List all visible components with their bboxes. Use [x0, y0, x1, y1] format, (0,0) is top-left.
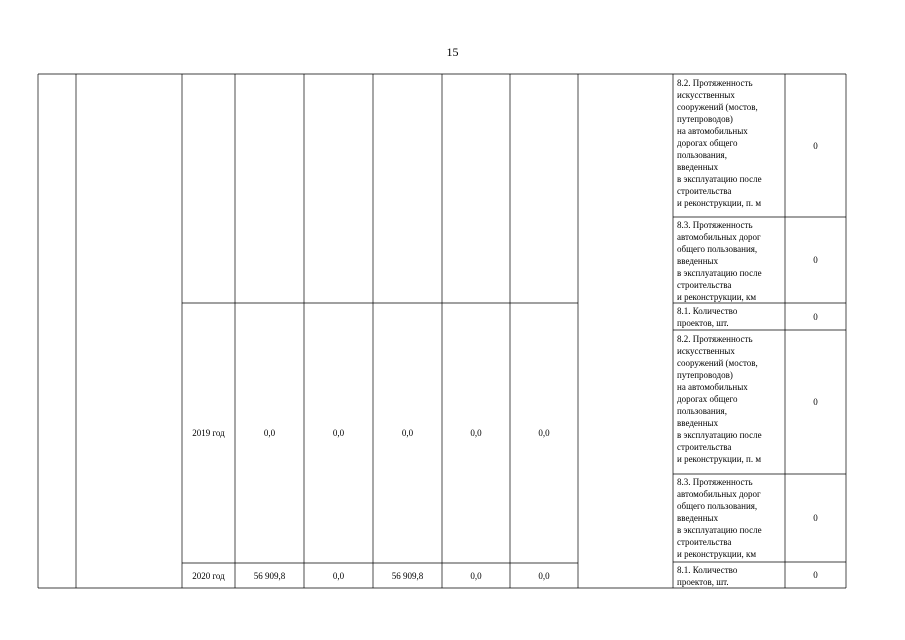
- year-2020-label: 2020 год: [192, 570, 225, 581]
- year-2020-value-5: 0,0: [538, 570, 550, 581]
- year-2019-value-5: 0,0: [538, 428, 550, 438]
- indicator-8-3-label: 8.3. Протяженность автомобильных дорог общего пользования, введенных в эксплуатацию после строительства и реконструкции, км: [677, 477, 762, 559]
- indicator-8-2-value: 0: [813, 397, 818, 407]
- page-number: 15: [446, 45, 459, 59]
- indicator-8-1-label: 8.1. Количество проектов, шт.: [677, 306, 738, 328]
- indicator-8-3-value: 0: [813, 513, 818, 523]
- year-2020-value-1: 56 909,8: [253, 570, 286, 581]
- year-2020-value-4: 0,0: [470, 570, 482, 581]
- year-2019-value-3: 0,0: [401, 428, 414, 438]
- year-2020-value-3: 56 909,8: [391, 570, 424, 581]
- indicator-8-2-label: 8.2. Протяженность искусственных сооружений (мостов, путепроводов) на автомобильных дорогах общего пользования, введенных в эксплуатацию после строительства и реконструкции, п. м: [677, 78, 762, 208]
- year-2019-value-1: 0,0: [263, 428, 276, 438]
- indicator-8-2-value: 0: [813, 140, 818, 151]
- indicator-8-1-label: 8.1. Количество проектов, шт.: [677, 565, 738, 587]
- indicator-8-2-label: 8.2. Протяженность искусственных сооружений (мостов, путепроводов) на автомобильных дорогах общего пользования, введенных в эксплуатацию после строительства и реконструкции, п. м: [677, 334, 762, 464]
- indicator-8-1-value: 0: [813, 311, 818, 322]
- year-2019-value-4: 0,0: [470, 428, 482, 438]
- year-2020-value-2: 0,0: [332, 570, 345, 581]
- indicator-8-1-value: 0: [813, 570, 818, 580]
- indicator-8-3-label: 8.3. Протяженность автомобильных дорог общего пользования, введенных в эксплуатацию после строительства и реконструкции, км: [677, 220, 762, 302]
- year-2019-value-2: 0,0: [332, 428, 345, 438]
- indicator-8-3-value: 0: [813, 255, 818, 265]
- year-2019-label: 2019 год: [192, 428, 225, 438]
